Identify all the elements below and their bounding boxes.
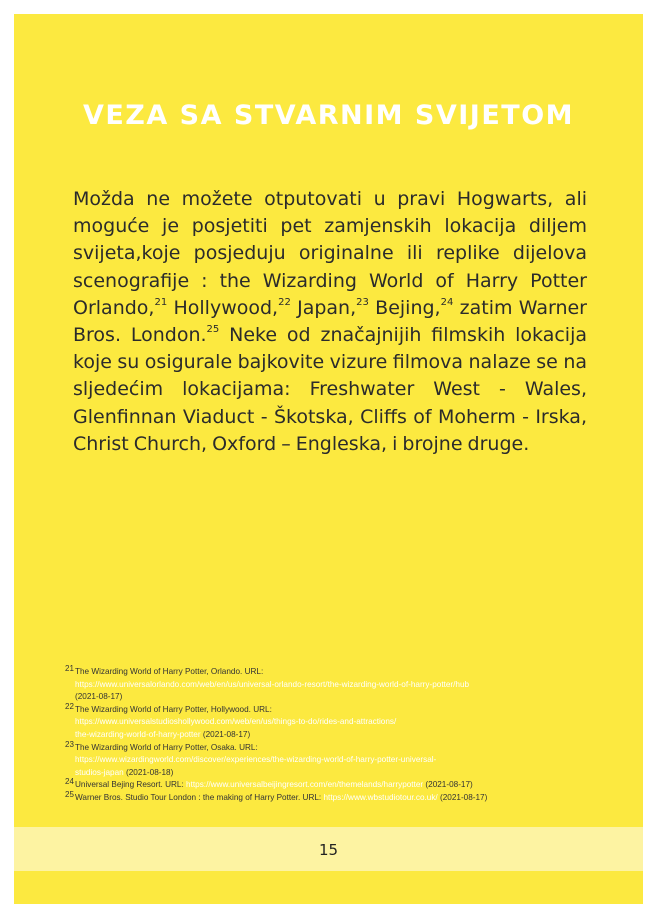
- body-text-part: Hollywood,: [167, 296, 279, 319]
- footnote-link[interactable]: https://www.wbstudiotour.co.uk/: [323, 792, 438, 802]
- footnote-number: 24: [65, 777, 74, 787]
- body-paragraph: [73, 186, 587, 458]
- footnote-date: (2021-08-17): [440, 792, 488, 802]
- footnote-text: The Wizarding World of Harry Potter, Orlando. URL:: [75, 667, 264, 676]
- footnote-23: [65, 739, 640, 780]
- footnote-24: [65, 779, 640, 792]
- page-title: VEZA SA STVARNIM SVIJETOM: [82, 100, 575, 131]
- footnotes: [65, 666, 640, 805]
- footnote-ref-25[interactable]: 25: [206, 324, 220, 336]
- footnote-number: 25: [65, 789, 74, 799]
- body-text-part: Neke od značajnijih filmskih lokacija koje su osigurale bajkovite vizure filmova nalaze se na sljedećim lokacijama: Freshwater West - Wales, Glenfinnan Viaduct - Škotska, Cliffs of Moherm - Irska, Christ Church, Oxford – Engleska, i brojne druge.: [73, 324, 587, 455]
- footnote-number: 22: [65, 701, 74, 711]
- footnote-ref-22[interactable]: 22: [278, 296, 291, 308]
- page-number: 15: [318, 841, 339, 859]
- footnote-date: (2021-08-18): [125, 767, 174, 777]
- footnote-number: 23: [65, 739, 74, 749]
- footnote-ref-24[interactable]: 24: [440, 296, 454, 308]
- page: [14, 14, 643, 904]
- body-text-part: zatim Warner Bros. London.: [73, 296, 587, 347]
- body-text-part: Možda ne možete otputovati u pravi Hogwarts, ali moguće je posjetiti pet zamjenskih lokacija diljem svijeta,koje posjeduju originalne ili replike dijelova scenografije : the Wizarding World of Harry Potter Orlando,: [73, 188, 587, 319]
- footnote-number: 21: [65, 664, 74, 673]
- footnote-link-continued[interactable]: the-wizarding-world-of-harry-potter: [75, 729, 201, 739]
- body-text-part: Japan,: [290, 296, 357, 319]
- footnote-link-continued[interactable]: studios-japan: [75, 767, 124, 777]
- footnote-date: (2021-08-17): [202, 729, 251, 739]
- footnote-25: [65, 789, 640, 805]
- footnote-text: Warner Bros. Studio Tour London : the making of Harry Potter. URL:: [75, 792, 322, 802]
- footnote-text: The Wizarding World of Harry Potter, Hollywood. URL:: [75, 704, 272, 714]
- footnote-link[interactable]: https://www.universalorlando.com/web/en/us/universal-orlando-resort/the-wizarding-world-of-harry-potter/hub: [75, 679, 470, 689]
- footnote-link[interactable]: https://www.wizardingworld.com/discover/experiences/the-wizarding-world-of-harry-potter-universal-: [75, 755, 437, 765]
- footnote-ref-21[interactable]: 21: [154, 296, 168, 308]
- footnote-text: Universal Bejing Resort. URL:: [75, 780, 184, 790]
- footnote-text: The Wizarding World of Harry Potter, Osaka. URL:: [75, 742, 258, 752]
- footnote-21: [65, 666, 640, 704]
- body-text-part: Bejing,: [368, 296, 441, 319]
- footnote-ref-23[interactable]: 23: [356, 296, 369, 308]
- footnote-date: (2021-08-17): [425, 780, 473, 790]
- footnote-link[interactable]: https://www.universalstudioshollywood.com/web/en/us/things-to-do/rides-and-attractions/: [75, 717, 397, 727]
- footnote-link[interactable]: https://www.universalbeijingresort.com/en/themelands/harrypotter: [186, 780, 424, 790]
- footnote-date: (2021-08-17): [75, 692, 123, 702]
- footnote-22: [65, 701, 640, 742]
